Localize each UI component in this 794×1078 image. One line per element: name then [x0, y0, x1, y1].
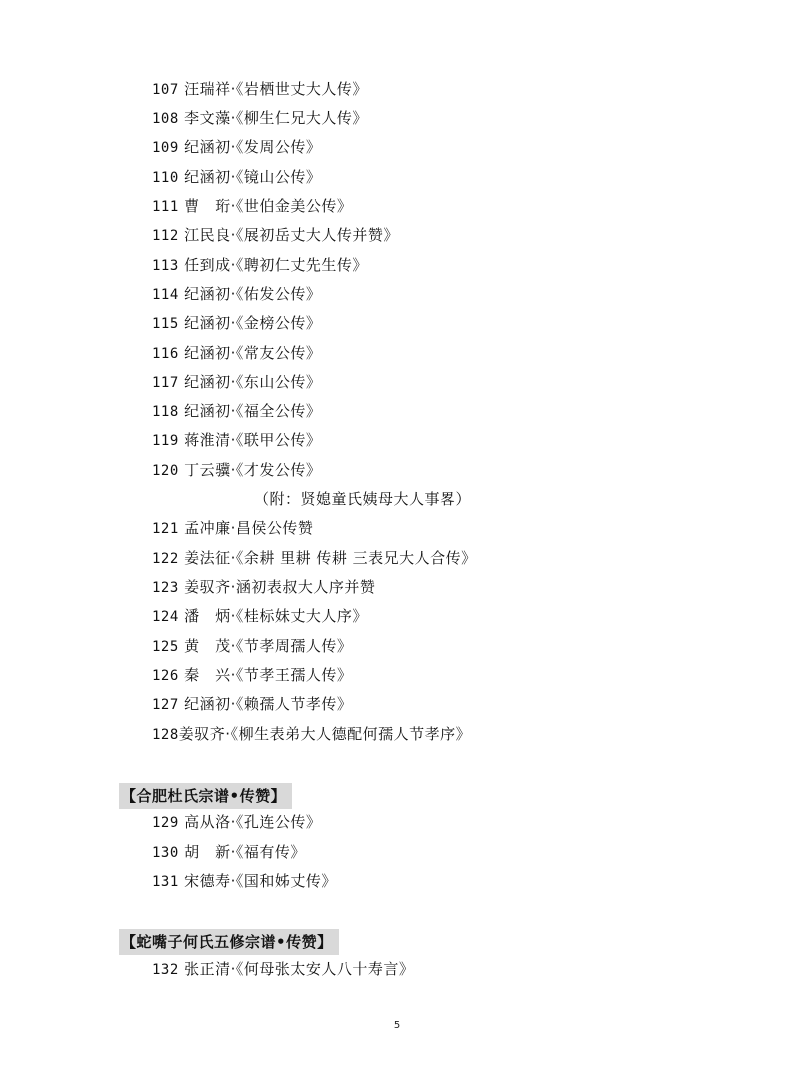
entry-text: 任到成·《聘初仁丈先生传》: [184, 256, 368, 274]
entry-number: 126: [152, 668, 179, 684]
toc-entry: [152, 223, 399, 247]
toc-entry: [152, 810, 321, 834]
entry-text: 高从洛·《孔连公传》: [184, 813, 322, 831]
entry-text: 宋德寿·《国和姊丈传》: [184, 872, 337, 890]
entry-number: 114: [152, 287, 179, 303]
entry-number: 107: [152, 82, 179, 98]
entry-number: 129: [152, 815, 179, 831]
entry-text: 姜驭齐·涵初表叔大人序并赞: [184, 578, 376, 596]
toc-entry: [152, 458, 321, 482]
entry-text: 姜驭齐·《柳生表弟大人德配何孺人节孝序》: [178, 725, 472, 743]
toc-entry: [152, 546, 477, 570]
entry-number: 122: [152, 551, 179, 567]
page-number: 5: [393, 1020, 401, 1031]
entry-text: 纪涵初·《佑发公传》: [184, 285, 322, 303]
toc-entry: [152, 634, 352, 658]
entry-number: 112: [152, 228, 179, 244]
section-heading: 【蛇嘴子何氏五修宗谱•传赞】: [119, 929, 339, 955]
entry-number: 110: [152, 170, 179, 186]
entry-note: （附：贤媳童氏姨母大人事畧）: [254, 490, 472, 508]
entry-number: 108: [152, 111, 179, 127]
toc-entry: [152, 311, 321, 335]
entry-number: 121: [152, 521, 179, 537]
entry-text: 纪涵初·《福全公传》: [184, 402, 322, 420]
entry-number: 124: [152, 609, 179, 625]
toc-entry: [152, 575, 375, 599]
entry-text: 潘 炳·《桂标妹丈大人序》: [184, 607, 368, 625]
entry-number: 117: [152, 375, 179, 391]
toc-entry: [152, 194, 352, 218]
toc-entry: [152, 869, 337, 893]
entry-number: 125: [152, 639, 179, 655]
entry-number: 127: [152, 697, 179, 713]
entry-number: 109: [152, 140, 179, 156]
toc-entry: [152, 282, 321, 306]
toc-entry: [152, 692, 352, 716]
toc-entry: [152, 428, 321, 452]
entry-number: 113: [152, 258, 179, 274]
entry-text: 蒋淮清·《联甲公传》: [184, 431, 322, 449]
toc-entry: [152, 722, 471, 746]
entry-number: 120: [152, 463, 179, 479]
entry-text: 胡 新·《福有传》: [184, 843, 306, 861]
toc-entry: [152, 253, 368, 277]
entry-text: 纪涵初·《常友公传》: [184, 344, 322, 362]
entry-text: 黄 茂·《节孝周孺人传》: [184, 637, 353, 655]
toc-entry: [152, 604, 368, 628]
entry-number: 128: [152, 727, 179, 743]
entry-number: 115: [152, 316, 179, 332]
entry-text: 纪涵初·《金榜公传》: [184, 314, 322, 332]
entry-number: 131: [152, 874, 179, 890]
toc-entry: [152, 840, 306, 864]
entry-number: 111: [152, 199, 179, 215]
toc-entry: [152, 165, 321, 189]
entry-number: 119: [152, 433, 179, 449]
entry-text: 曹 珩·《世伯金美公传》: [184, 197, 353, 215]
entry-number: 116: [152, 346, 179, 362]
entry-text: 纪涵初·《镜山公传》: [184, 168, 322, 186]
entry-text: 秦 兴·《节孝王孺人传》: [184, 666, 353, 684]
entry-text: 张正清·《何母张太安人八十寿言》: [184, 960, 415, 978]
entry-number: 118: [152, 404, 179, 420]
toc-entry: [152, 516, 313, 540]
toc-entry: [152, 957, 414, 981]
toc-entry: [152, 77, 368, 101]
section-heading: 【合肥杜氏宗谱•传赞】: [119, 783, 292, 809]
entry-number: 123: [152, 580, 179, 596]
entry-text: 汪瑞祥·《岩栖世丈大人传》: [184, 80, 368, 98]
toc-entry: [152, 370, 321, 394]
entry-number: 132: [152, 962, 179, 978]
toc-entry: [152, 106, 368, 130]
entry-text: 丁云骥·《才发公传》: [184, 461, 322, 479]
toc-entry: [152, 663, 352, 687]
entry-text: 孟冲廉·昌侯公传赞: [184, 519, 314, 537]
entry-text: 纪涵初·《东山公传》: [184, 373, 322, 391]
entry-text: 姜法征·《余耕 里耕 传耕 三表兄大人合传》: [184, 549, 477, 567]
toc-entry: [152, 135, 321, 159]
entry-text: 纪涵初·《赖孺人节孝传》: [184, 695, 353, 713]
entry-text: 李文藻·《柳生仁兄大人传》: [184, 109, 368, 127]
entry-number: 130: [152, 845, 179, 861]
entry-text: 江民良·《展初岳丈大人传并赞》: [184, 226, 399, 244]
entry-text: 纪涵初·《发周公传》: [184, 138, 322, 156]
toc-entry: [152, 341, 321, 365]
toc-entry: [152, 399, 321, 423]
